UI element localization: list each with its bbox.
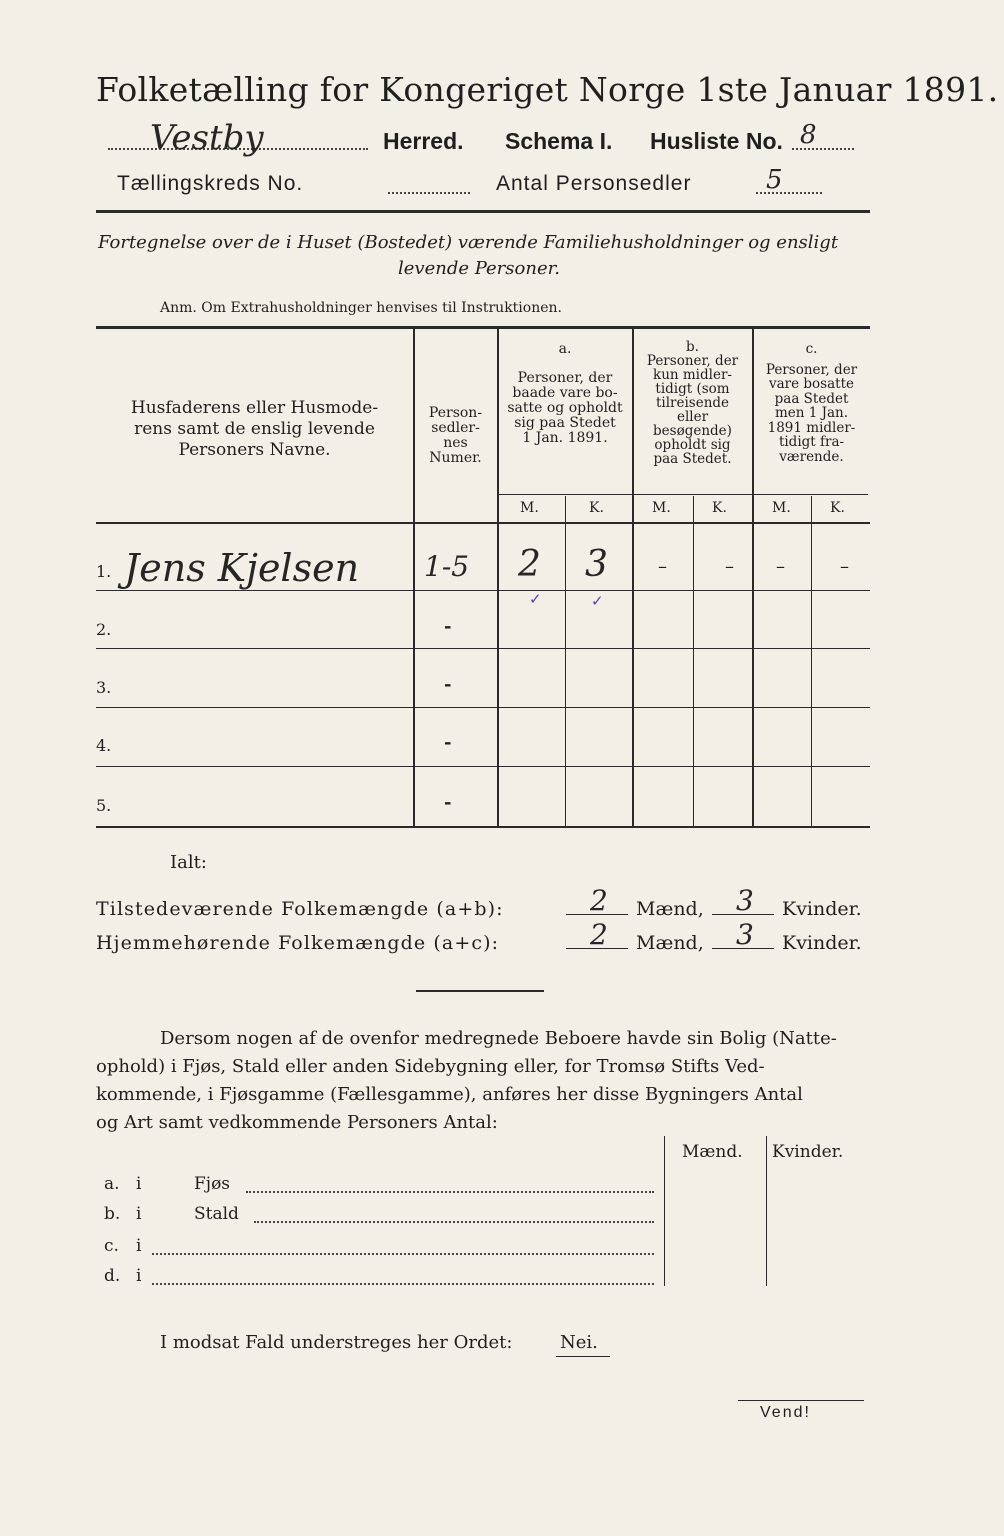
col-header-c: c. Personer, der vare bosatte paa Stedet men 1 Jan. 1891 midler- tidigt fra- værende. xyxy=(765,341,858,465)
row-4-personsedler: - xyxy=(444,732,452,753)
row-1-name: Jens Kjelsen xyxy=(124,546,360,590)
tilstede-maend-label: Mænd, xyxy=(636,898,704,920)
sub-header-a-m: M. xyxy=(520,500,539,516)
building-row-a-label: Fjøs xyxy=(194,1174,231,1194)
herred-label: Herred. xyxy=(383,128,464,154)
row-1-a-k-check: ✓ xyxy=(591,592,604,610)
col-header-a: a. Personer, der baade vare bo- satte og opholdt sig paa Stedet 1 Jan. 1891. xyxy=(507,341,623,446)
buildings-para-3: kommende, i Fjøsgamme (Fællesgamme), anføres her disse Bygningers Antal xyxy=(96,1084,803,1105)
schema-label: Schema I. xyxy=(505,128,613,154)
row-3-personsedler: - xyxy=(444,674,452,695)
kreds-label: Tællingskreds No. xyxy=(117,172,304,195)
tilstede-label: Tilstedeværende Folkemængde (a+b): xyxy=(96,898,504,920)
sub-header-c-k: K. xyxy=(830,500,845,516)
husliste-label: Husliste No. xyxy=(650,128,783,154)
col-header-b: b. Personer, der kun midler- tidigt (som tilreisende eller besøgende) opholdt sig paa Stedet. xyxy=(646,339,739,467)
ialt-label: Ialt: xyxy=(170,852,207,873)
hjemme-label: Hjemmehørende Folkemængde (a+c): xyxy=(96,932,500,954)
building-row-b-i: i xyxy=(136,1204,142,1224)
row-1-c-k: – xyxy=(840,556,849,577)
intro-line-1: Fortegnelse over de i Huset (Bostedet) værende Familiehusholdninger og ensligt xyxy=(98,232,839,253)
intro-line-2: levende Personer. xyxy=(398,258,560,279)
row-1-personsedler: 1-5 xyxy=(424,550,470,583)
building-row-d-i: i xyxy=(136,1266,142,1286)
row-5-number: 5. xyxy=(96,796,112,815)
sub-header-c-m: M. xyxy=(772,500,791,516)
buildings-para-4: og Art samt vedkommende Personers Antal: xyxy=(96,1112,498,1133)
building-row-d-letter: d. xyxy=(104,1266,121,1286)
buildings-col-maend: Mænd. xyxy=(682,1142,743,1162)
row-1-a-m-check: ✓ xyxy=(529,590,542,608)
modsat-text: I modsat Fald understreges her Ordet: xyxy=(160,1332,513,1353)
hjemme-maend-value: 2 xyxy=(590,918,608,951)
tilstede-kvinder-value: 3 xyxy=(736,884,754,917)
nei-word: Nei. xyxy=(560,1332,598,1353)
row-2-number: 2. xyxy=(96,620,112,639)
husliste-value: 8 xyxy=(800,120,817,150)
header-rule xyxy=(96,210,870,213)
row-1-b-m: – xyxy=(658,556,667,577)
row-4-number: 4. xyxy=(96,736,112,755)
row-3-number: 3. xyxy=(96,678,112,697)
sub-header-b-m: M. xyxy=(652,500,671,516)
hjemme-kvinder-value: 3 xyxy=(736,918,754,951)
building-row-b-label: Stald xyxy=(194,1204,239,1224)
building-row-c-i: i xyxy=(136,1236,142,1256)
col-header-num: Person- sedler- nes Numer. xyxy=(428,405,483,466)
row-1-a-k: 3 xyxy=(585,544,608,585)
buildings-para-2: ophold) i Fjøs, Stald eller anden Sidebygning eller, for Tromsø Stifts Ved- xyxy=(96,1056,765,1077)
building-row-a-i: i xyxy=(136,1174,142,1194)
row-2-personsedler: - xyxy=(444,616,452,637)
sub-header-b-k: K. xyxy=(712,500,727,516)
sub-header-a-k: K. xyxy=(589,500,604,516)
row-1-a-m: 2 xyxy=(518,544,541,585)
row-1-b-k: – xyxy=(725,556,734,577)
antal-value: 5 xyxy=(766,165,783,195)
building-row-b-letter: b. xyxy=(104,1204,121,1224)
vend-text: Vend! xyxy=(760,1404,811,1421)
row-1-number: 1. xyxy=(96,562,112,581)
row-1-c-m: – xyxy=(776,556,785,577)
col-header-name: Husfaderens eller Husmode- rens samt de enslig levende Personers Navne. xyxy=(130,398,379,460)
antal-label: Antal Personsedler xyxy=(496,172,692,195)
hjemme-kvinder-label: Kvinder. xyxy=(782,932,862,954)
tilstede-kvinder-label: Kvinder. xyxy=(782,898,862,920)
row-5-personsedler: - xyxy=(444,792,452,813)
buildings-para-1: Dersom nogen af de ovenfor medregnede Beboere havde sin Bolig (Natte- xyxy=(160,1028,837,1049)
nei-underline xyxy=(556,1356,610,1357)
hjemme-maend-label: Mænd, xyxy=(636,932,704,954)
building-row-c-letter: c. xyxy=(104,1236,119,1256)
tilstede-maend-value: 2 xyxy=(590,884,608,917)
herred-value: Vestby xyxy=(150,118,264,158)
buildings-col-kvinder: Kvinder. xyxy=(772,1142,844,1162)
section-divider xyxy=(416,990,544,992)
building-row-a-letter: a. xyxy=(104,1174,120,1194)
anm-note: Anm. Om Extrahusholdninger henvises til Instruktionen. xyxy=(160,300,562,316)
form-title: Folketælling for Kongeriget Norge 1ste Januar 1891. xyxy=(96,70,999,109)
